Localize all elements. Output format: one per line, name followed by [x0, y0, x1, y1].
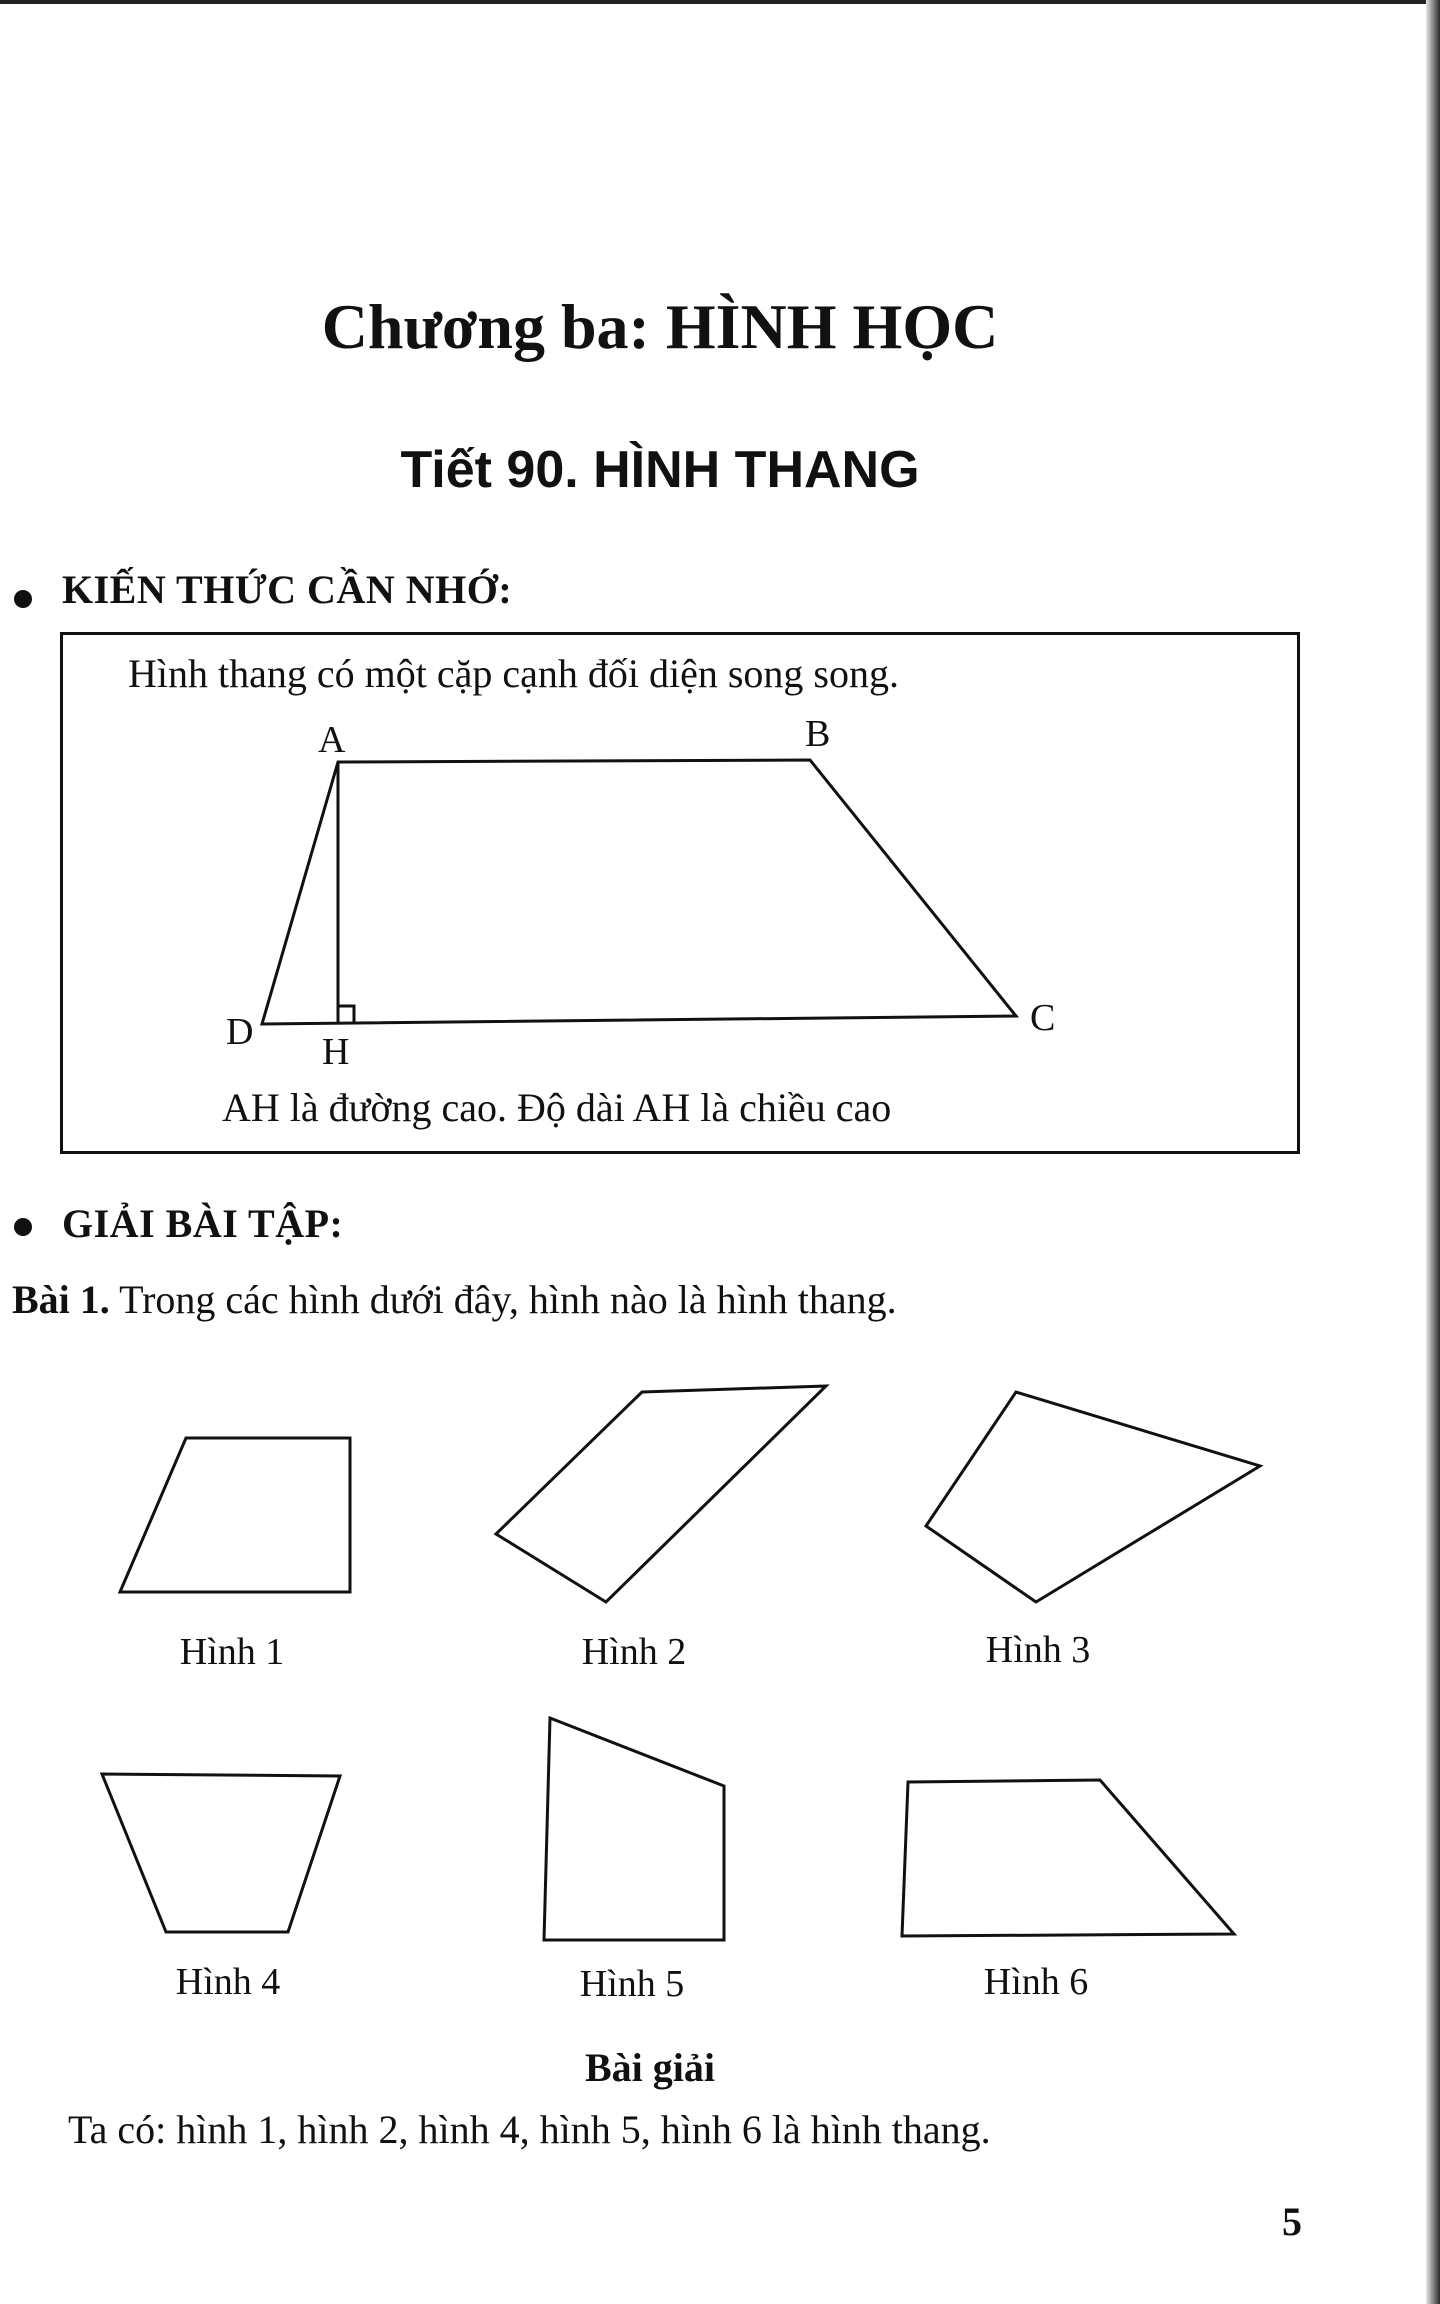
figure-1-caption: Hình 1 — [179, 1631, 285, 1673]
bullet-icon — [14, 590, 32, 608]
vertex-label-d: D — [226, 1011, 254, 1053]
page-binding-shadow — [1426, 0, 1440, 2304]
lesson-title: Tiết 90. HÌNH THANG — [400, 441, 920, 499]
page-top-edge — [0, 0, 1440, 4]
knowledge-heading: KIẾN THỨC CẦN NHỚ: — [62, 567, 513, 612]
bullet-icon — [14, 1218, 32, 1236]
problem-label: Bài 1. — [12, 1277, 110, 1322]
figure-6-shape — [902, 1780, 1234, 1936]
exercise-heading: GIẢI BÀI TẬP: — [62, 1201, 344, 1246]
figure-3-shape — [926, 1392, 1260, 1602]
vertex-label-h: H — [322, 1031, 350, 1073]
definition-text: Hình thang có một cặp cạnh đối diện song song. — [128, 651, 899, 696]
vertex-label-c: C — [1030, 997, 1056, 1039]
page-number: 5 — [1282, 2199, 1302, 2244]
height-note: AH là đường cao. Độ dài AH là chiều cao — [222, 1085, 892, 1130]
figure-3-caption: Hình 3 — [985, 1629, 1091, 1671]
figure-1-shape — [120, 1438, 350, 1592]
figure-4-shape — [102, 1774, 340, 1932]
problem-1 — [12, 1276, 897, 1323]
figure-5-caption: Hình 5 — [579, 1963, 685, 2005]
problem-text: Trong các hình dưới đây, hình nào là hình thang. — [109, 1277, 897, 1322]
figure-6-caption: Hình 6 — [983, 1961, 1089, 2003]
solution-text: Ta có: hình 1, hình 2, hình 4, hình 5, hình 6 là hình thang. — [68, 2107, 991, 2152]
chapter-title: Chương ba: HÌNH HỌC — [321, 291, 999, 362]
vertex-label-b: B — [805, 713, 831, 755]
figure-2-shape — [496, 1386, 826, 1602]
knowledge-box — [60, 632, 1300, 1154]
figure-4-caption: Hình 4 — [175, 1961, 281, 2003]
solution-heading: Bài giải — [584, 2045, 716, 2090]
figure-5-shape — [544, 1718, 724, 1940]
vertex-label-a: A — [318, 719, 346, 761]
figure-2-caption: Hình 2 — [581, 1631, 687, 1673]
